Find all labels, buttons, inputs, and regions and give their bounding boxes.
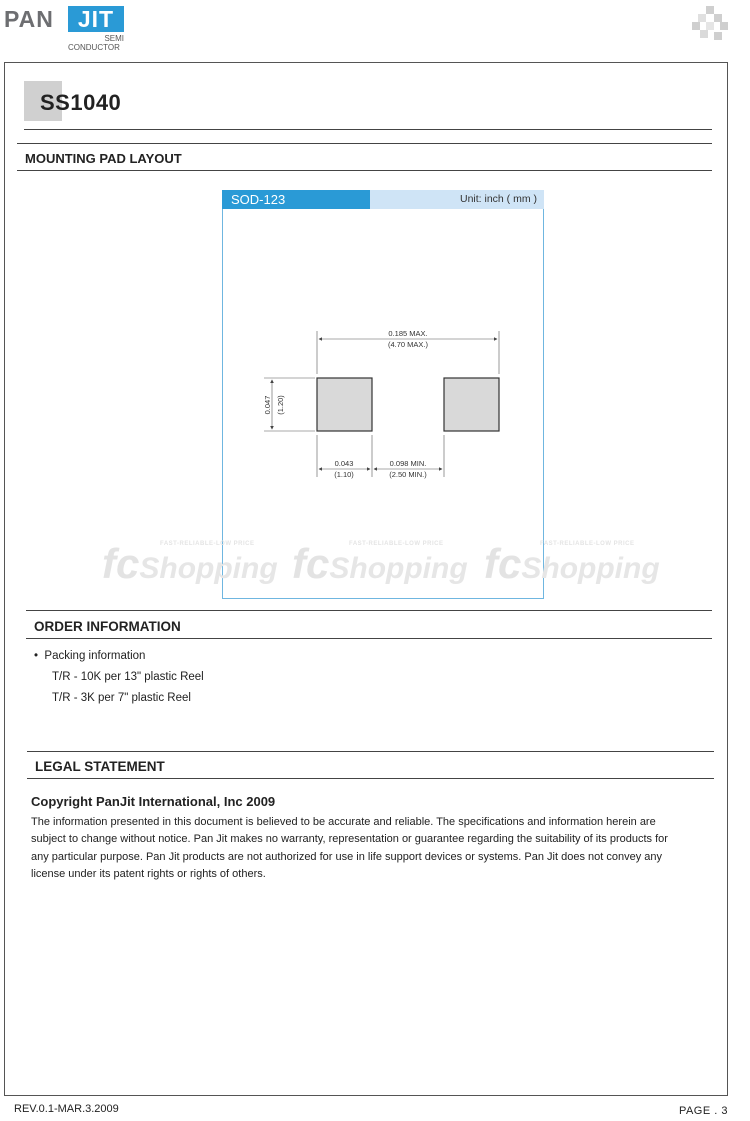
- divider: [27, 751, 714, 752]
- logo-jit-text: JIT: [68, 6, 124, 32]
- legal-paragraph: The information presented in this document is believed to be accurate and reliable. The specifications and information herein are subject to change without notice. Pan Jit makes no warranty, representation or guarantee regarding the suitability of its products for any particular purpose. Pan Jit products are not authorized for use in life support devices or systems. Pan Jit does not convey any license under its patent rights or rights of others.: [31, 816, 668, 880]
- packing-line-2: T/R - 3K per 7" plastic Reel: [52, 692, 191, 704]
- dim-gap-mm: (2.50 MIN.): [389, 470, 427, 479]
- dim-total-mm: (4.70 MAX.): [387, 340, 429, 349]
- dim-pad-mm: (1.10): [334, 470, 354, 479]
- watermark-brand: Shopping: [329, 552, 468, 585]
- dim-height-inch: 0.047: [263, 395, 272, 415]
- packing-line-1: T/R - 10K per 13" plastic Reel: [52, 671, 204, 683]
- logo-pan-text: PAN: [4, 6, 54, 32]
- packing-info-item: • Packing information: [34, 650, 146, 662]
- unit-label: Unit: inch ( mm ): [370, 190, 544, 209]
- divider: [26, 610, 712, 611]
- revision-label: REV.0.1-MAR.3.2009: [14, 1103, 119, 1115]
- section-mounting-title: MOUNTING PAD LAYOUT: [25, 151, 182, 166]
- watermark-tagline: FAST-RELIABLE-LOW PRICE: [160, 541, 255, 547]
- watermark-brand: Shopping: [139, 552, 278, 585]
- divider: [17, 170, 712, 171]
- watermark-brand: Shopping: [521, 552, 660, 585]
- divider: [17, 143, 712, 144]
- checker-decoration-icon: [692, 6, 728, 42]
- copyright-heading: Copyright PanJit International, Inc 2009: [31, 794, 276, 809]
- logo-sub-conductor: CONDUCTOR: [68, 43, 120, 52]
- dim-total-inch: 0.185 MAX.: [388, 329, 428, 338]
- watermark-tagline: FAST-RELIABLE-LOW PRICE: [349, 541, 444, 547]
- dim-pad-inch: 0.043: [334, 459, 354, 468]
- section-legal-title: LEGAL STATEMENT: [35, 759, 165, 774]
- right-pad: [444, 378, 499, 431]
- part-number-title: SS1040: [40, 90, 122, 115]
- dim-height-mm: (1.20): [276, 395, 285, 415]
- logo-sub-semi: SEMI: [104, 34, 124, 43]
- divider: [26, 638, 712, 639]
- page-number: PAGE . 3: [678, 1105, 728, 1117]
- package-label: SOD-123: [222, 190, 370, 209]
- section-order-title: ORDER INFORMATION: [34, 619, 181, 634]
- divider: [24, 129, 712, 130]
- divider: [27, 778, 714, 779]
- watermark: fcShopping: [292, 540, 468, 587]
- watermark: fcShopping: [102, 540, 278, 587]
- packing-info-label: Packing information: [44, 650, 146, 662]
- dim-gap-inch: 0.098 MIN.: [389, 459, 427, 468]
- left-pad: [317, 378, 372, 431]
- watermark-tagline: FAST-RELIABLE-LOW PRICE: [540, 541, 635, 547]
- watermark: fcShopping: [484, 540, 660, 587]
- company-logo: [4, 4, 124, 52]
